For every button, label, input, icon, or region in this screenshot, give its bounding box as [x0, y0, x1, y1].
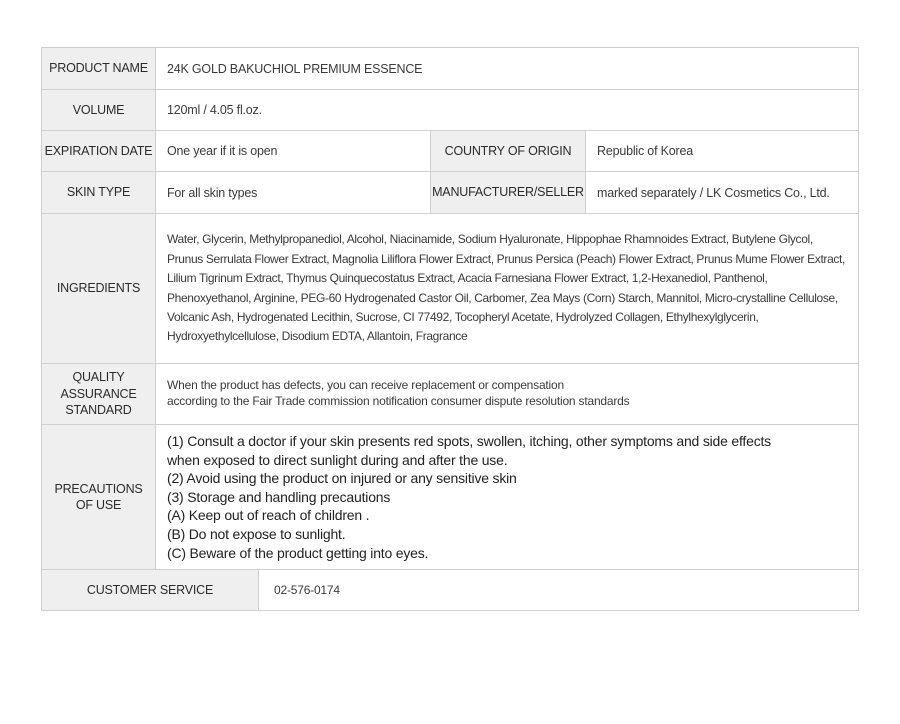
skin-type-label: SKIN TYPE: [42, 172, 156, 213]
ingredients-value: Water, Glycerin, Methylpropanediol, Alcohol, Niacinamide, Sodium Hyaluronate, Hippophae Rhamnoides Extract, Butylene Glycol, Prunus Serrulata Flower Extract, Magnolia Liliflora Flower Extract, Prunus Persica (Peach) Flower Extract, Prunus Mume Flower Extract, Lilium Tigrinum Extract, Thymus Quinquecostatus Extract, Acacia Farnesiana Flower Extract, 1,2-Hexanediol, Panthenol, Phenoxyethanol, Arginine, PEG-60 Hydrogenated Castor Oil, Carbomer, Zea Mays (Corn) Starch, Mannitol, Micro-crystalline Cellulose, Volcanic Ash, Hydrogenated Lecithin, Sucrose, CI 77492, Tocopheryl Acetate, Hydrolyzed Collagen, Ethylhexylglycerin, Hydroxyethylcellulose, Disodium EDTA, Allantoin, Fragrance: [167, 232, 846, 344]
row-customer-service: [42, 570, 858, 611]
product-info-table: [41, 47, 859, 611]
row-skin-manufacturer: [42, 172, 858, 214]
expiration-date-value: One year if it is open: [156, 131, 431, 171]
precaution-line: (2) Avoid using the product on injured or any sensitive skin: [167, 470, 517, 487]
country-of-origin-value: Republic of Korea: [597, 144, 693, 158]
customer-service-phone: 02-576-0174: [274, 583, 340, 597]
manufacturer-value: marked separately / LK Cosmetics Co., Ltd.: [597, 185, 830, 200]
volume-label: VOLUME: [42, 90, 156, 130]
quality-label-line: ASSURANCE: [60, 386, 137, 401]
quality-label-line: QUALITY: [72, 370, 125, 385]
precaution-line: (A) Keep out of reach of children .: [167, 507, 370, 524]
quality-assurance-value: [156, 364, 858, 424]
precautions-label-line: OF USE: [75, 498, 122, 512]
precaution-line: (C) Beware of the product getting into eyes.: [167, 544, 429, 561]
expiration-date-label: EXPIRATION DATE: [42, 131, 156, 171]
skin-type-value: For all skin types: [156, 172, 431, 213]
precaution-line: (B) Do not expose to sunlight.: [167, 525, 346, 542]
quality-assurance-label: [42, 364, 156, 424]
row-volume: [42, 90, 858, 131]
precautions-value: [156, 425, 858, 569]
precaution-line: (1) Consult a doctor if your skin presents red spots, swollen, itching, other symptoms and side effects: [167, 433, 771, 449]
quality-line: When the product has defects, you can receive replacement or compensation: [167, 378, 564, 392]
product-name-label: PRODUCT NAME: [42, 48, 156, 89]
row-quality-assurance: [42, 364, 858, 425]
customer-service-label: CUSTOMER SERVICE: [42, 570, 259, 610]
row-product-name: [42, 48, 858, 90]
volume-value: 120ml / 4.05 fl.oz.: [167, 103, 262, 117]
product-name-value: 24K GOLD BAKUCHIOL PREMIUM ESSENCE: [167, 61, 423, 76]
precautions-label-line: PRECAUTIONS: [54, 481, 143, 496]
row-ingredients: [42, 214, 858, 364]
country-of-origin-label: COUNTRY OF ORIGIN: [431, 131, 586, 171]
precaution-line: when exposed to direct sunlight during and after the use.: [167, 451, 508, 468]
quality-label-line: STANDARD: [65, 403, 132, 418]
row-precautions: [42, 425, 858, 570]
precaution-line: (3) Storage and handling precautions: [167, 488, 391, 505]
row-expiration-country: [42, 131, 858, 172]
quality-line: according to the Fair Trade commission notification consumer dispute resolution standards: [167, 394, 630, 408]
precautions-label: [42, 425, 156, 569]
ingredients-label: INGREDIENTS: [42, 214, 156, 363]
manufacturer-label: MANUFACTURER/SELLER: [431, 172, 586, 213]
